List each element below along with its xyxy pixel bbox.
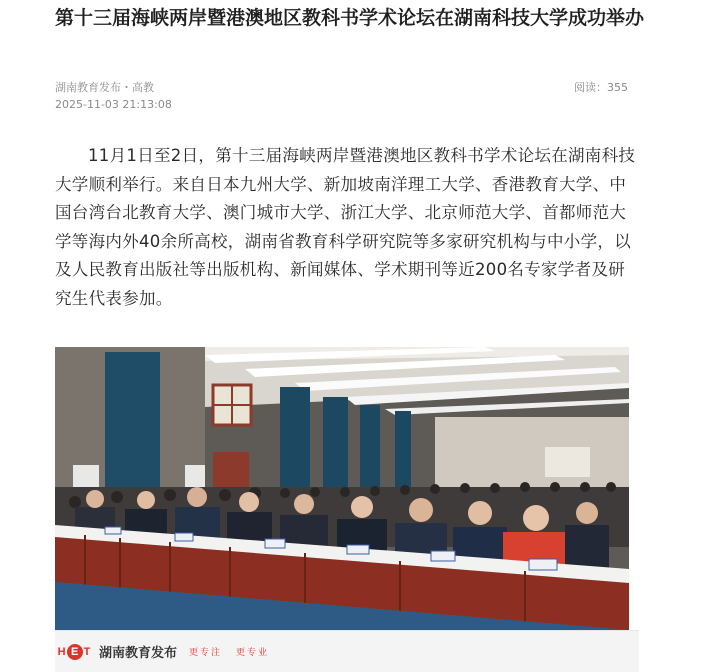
article-source[interactable]: 湖南教育发布・高教 <box>55 81 154 94</box>
brand-footer <box>55 630 639 672</box>
het-logo-icon <box>57 635 91 669</box>
slogan-part-1: 更专注 <box>189 648 223 658</box>
logo-letter-h: H <box>57 645 66 658</box>
logo-letter-e: E <box>67 644 83 660</box>
article-title: 第十三届海峡两岸暨港澳地区教科书学术论坛在湖南科技大学成功举办 <box>55 7 645 29</box>
logo-letter-t: T <box>83 645 91 658</box>
article-body: 11月1日至2日，第十三届海峡两岸暨港澳地区教科书学术论坛在湖南科技大学顺利举行。来自日本九州大学、新加坡南洋理工大学、香港教育大学、中国台湾台北教育大学、澳门城市大学、浙江大学、北京师范大学、首都师范大学等海内外40余所高校，湖南省教育科学研究院等多家研究机构与中小学，以及人民教育出版社等出版机构、新闻媒体、学术期刊等近200名专家学者及研究生代表参加。 <box>55 146 636 308</box>
brand-slogan <box>189 645 283 658</box>
view-count: 阅读：355 <box>574 81 628 94</box>
brand-name[interactable]: 湖南教育发布 <box>99 646 178 661</box>
slogan-part-2: 更专业 <box>236 648 270 658</box>
article-timestamp: 2025-11-03 21:13:08 <box>55 98 172 111</box>
conference-photo <box>55 347 629 630</box>
